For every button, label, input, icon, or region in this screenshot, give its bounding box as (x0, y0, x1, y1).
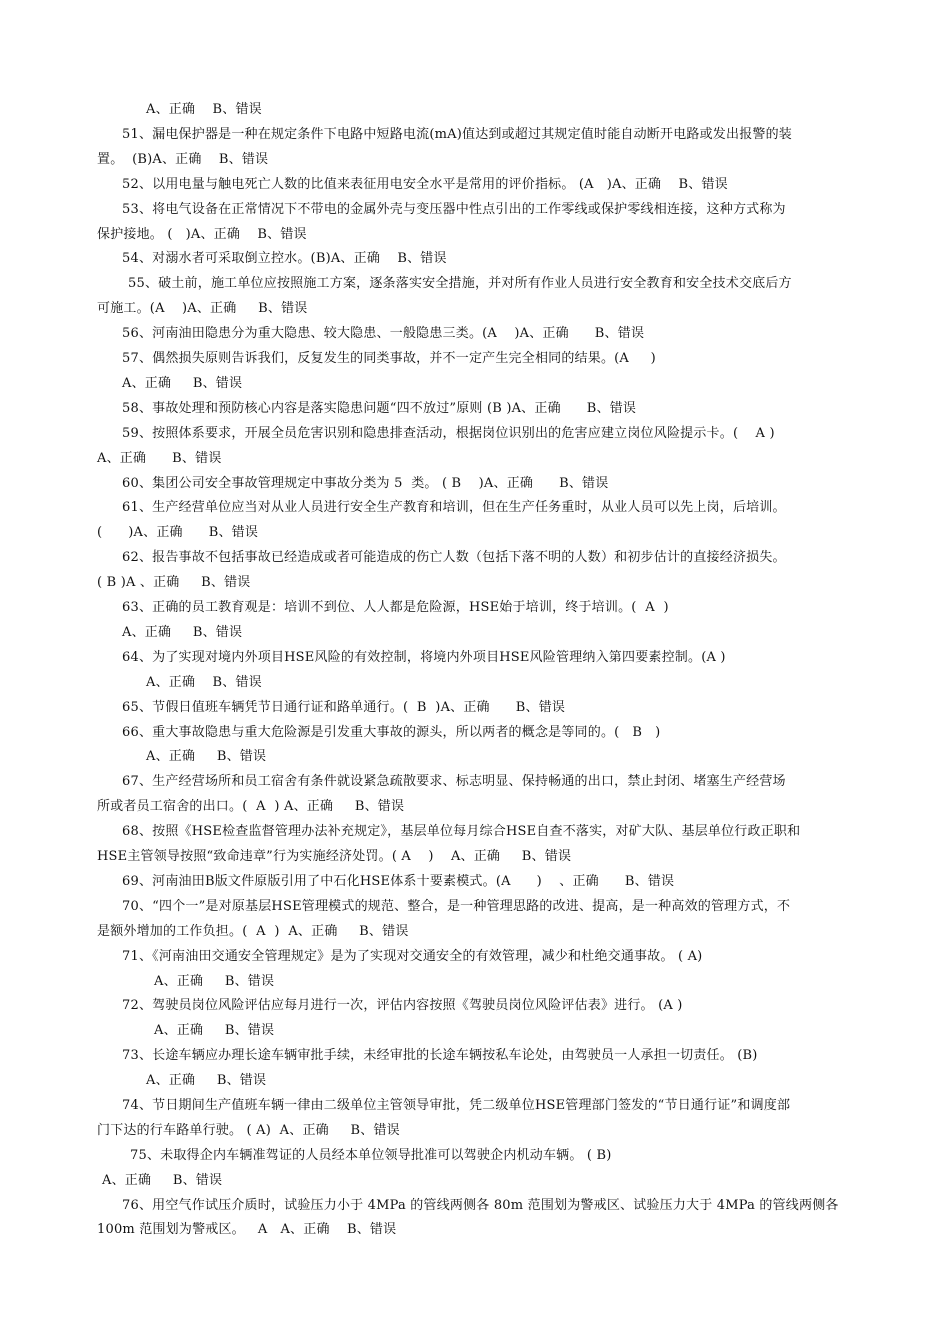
text-line: ( )A、正确 B、错误 (97, 525, 259, 540)
text-line: 76、用空气作试压介质时，试验压力小于 4MPa 的管线两侧各 80m 范围划为警戒区、试验压力大于 4MPa 的管线两侧各 (122, 1198, 839, 1213)
text-line: 置。 (B)A、正确 B、错误 (97, 152, 269, 167)
text-line: A、正确 B、错误 (146, 102, 262, 117)
text-line: 65、节假日值班车辆凭节日通行证和路单通行。( B )A、正确 B、错误 (122, 700, 566, 715)
text-line: 54、对溺水者可采取倒立控水。(B)A、正确 B、错误 (122, 251, 447, 266)
text-line: A、正确 B、错误 (146, 1073, 267, 1088)
text-line: 所或者员工宿舍的出口。( A ) A、正确 B、错误 (97, 799, 405, 814)
text-line: A、正确 B、错误 (146, 675, 262, 690)
text-line: 61、生产经营单位应当对从业人员进行安全生产教育和培训，但在生产任务重时，从业人员可以先上岗，后培训。 (122, 500, 786, 515)
text-line: 52、以用电量与触电死亡人数的比值来表征用电安全水平是常用的评价指标。 (A )A、正确 B、错误 (122, 177, 728, 192)
text-line: A、正确 B、错误 (154, 1023, 275, 1038)
text-line: 69、河南油田B版文件原版引用了中石化HSE体系十要素模式。(A ) 、正确 B、错误 (122, 874, 675, 889)
text-line: A、正确 B、错误 (122, 625, 243, 640)
text-line: A、正确 B、错误 (146, 749, 267, 764)
text-line: A、正确 B、错误 (122, 376, 243, 391)
text-line: 68、按照《HSE检查监督管理办法补充规定》，基层单位每月综合HSE自查不落实，对矿大队、基层单位行政正职和 (122, 824, 801, 839)
text-line: 71、《河南油田交通安全管理规定》是为了实现对交通安全的有效管理，减少和杜绝交通事故。 ( A) (122, 949, 703, 964)
text-line: 51、漏电保护器是一种在规定条件下电路中短路电流(mA)值达到或超过其规定值时能自动断开电路或发出报警的装 (122, 127, 793, 142)
text-line: 57、偶然损失原则告诉我们，反复发生的同类事故，并不一定产生完全相同的结果。(A ) (122, 351, 656, 366)
text-line: 63、正确的员工教育观是：培训不到位、人人都是危险源，HSE始于培训，终于培训。( A ) (122, 600, 669, 615)
text-line: 73、长途车辆应办理长途车辆审批手续，未经审批的长途车辆按私车论处，由驾驶员一人承担一切责任。 (B) (122, 1048, 758, 1063)
text-line: A、正确 B、错误 (97, 451, 222, 466)
text-line: 是额外增加的工作负担。( A ) A、正确 B、错误 (97, 924, 409, 939)
text-line: A、正确 B、错误 (154, 974, 275, 989)
text-line: 74、节日期间生产值班车辆一律由二级单位主管领导审批，凭二级单位HSE管理部门签发的“节日通行证”和调度部 (122, 1098, 791, 1113)
text-line: 64、为了实现对境内外项目HSE风险的有效控制，将境内外项目HSE风险管理纳入第四要素控制。(A ) (122, 650, 726, 665)
text-line: 66、重大事故隐患与重大危险源是引发重大事故的源头，所以两者的概念是等同的。( B ) (122, 725, 661, 740)
text-line: 67、生产经营场所和员工宿舍有条件就设紧急疏散要求、标志明显、保持畅通的出口，禁止封闭、堵塞生产经营场 (122, 774, 786, 789)
text-line: A、正确 B、错误 (102, 1173, 223, 1188)
text-line: HSE主管领导按照“致命违章”行为实施经济处罚。( A ) A、正确 B、错误 (97, 849, 572, 864)
text-line: 100m 范围划为警戒区。 A A、正确 B、错误 (97, 1222, 397, 1237)
text-line: 可施工。(A )A、正确 B、错误 (97, 301, 308, 316)
text-line: 58、事故处理和预防核心内容是落实隐患问题“四不放过”原则 (B )A、正确 B、错误 (122, 401, 637, 416)
text-line: 72、驾驶员岗位风险评估应每月进行一次，评估内容按照《驾驶员岗位风险评估表》进行。 (A ) (122, 998, 683, 1013)
text-line: 70、“四个一”是对原基层HSE管理模式的规范、整合，是一种管理思路的改进、提高，是一种高效的管理方式，不 (122, 899, 791, 914)
text-line: 门下达的行车路单行驶。 ( A) A、正确 B、错误 (97, 1123, 400, 1138)
text-line: 75、未取得企内车辆准驾证的人员经本单位领导批准可以驾驶企内机动车辆。 ( B) (130, 1148, 612, 1163)
text-line: 59、按照体系要求，开展全员危害识别和隐患排查活动，根据岗位识别出的危害应建立岗位风险提示卡。( A ) (122, 426, 775, 441)
text-line: 60、集团公司安全事故管理规定中事故分类为 5 类。 ( B )A、正确 B、错误 (122, 476, 609, 491)
text-line: 55、破土前，施工单位应按照施工方案，逐条落实安全措施，并对所有作业人员进行安全教育和安全技术交底后方 (128, 276, 792, 291)
text-line: 保护接地。 ( )A、正确 B、错误 (97, 227, 307, 242)
text-line: ( B )A 、正确 B、错误 (97, 575, 251, 590)
text-line: 53、将电气设备在正常情况下不带电的金属外壳与变压器中性点引出的工作零线或保护零线相连接，这种方式称为 (122, 202, 786, 217)
text-line: 62、报告事故不包括事故已经造成或者可能造成的伤亡人数（包括下落不明的人数）和初步估计的直接经济损失。 (122, 550, 786, 565)
text-line: 56、河南油田隐患分为重大隐患、较大隐患、一般隐患三类。(A )A、正确 B、错误 (122, 326, 645, 341)
